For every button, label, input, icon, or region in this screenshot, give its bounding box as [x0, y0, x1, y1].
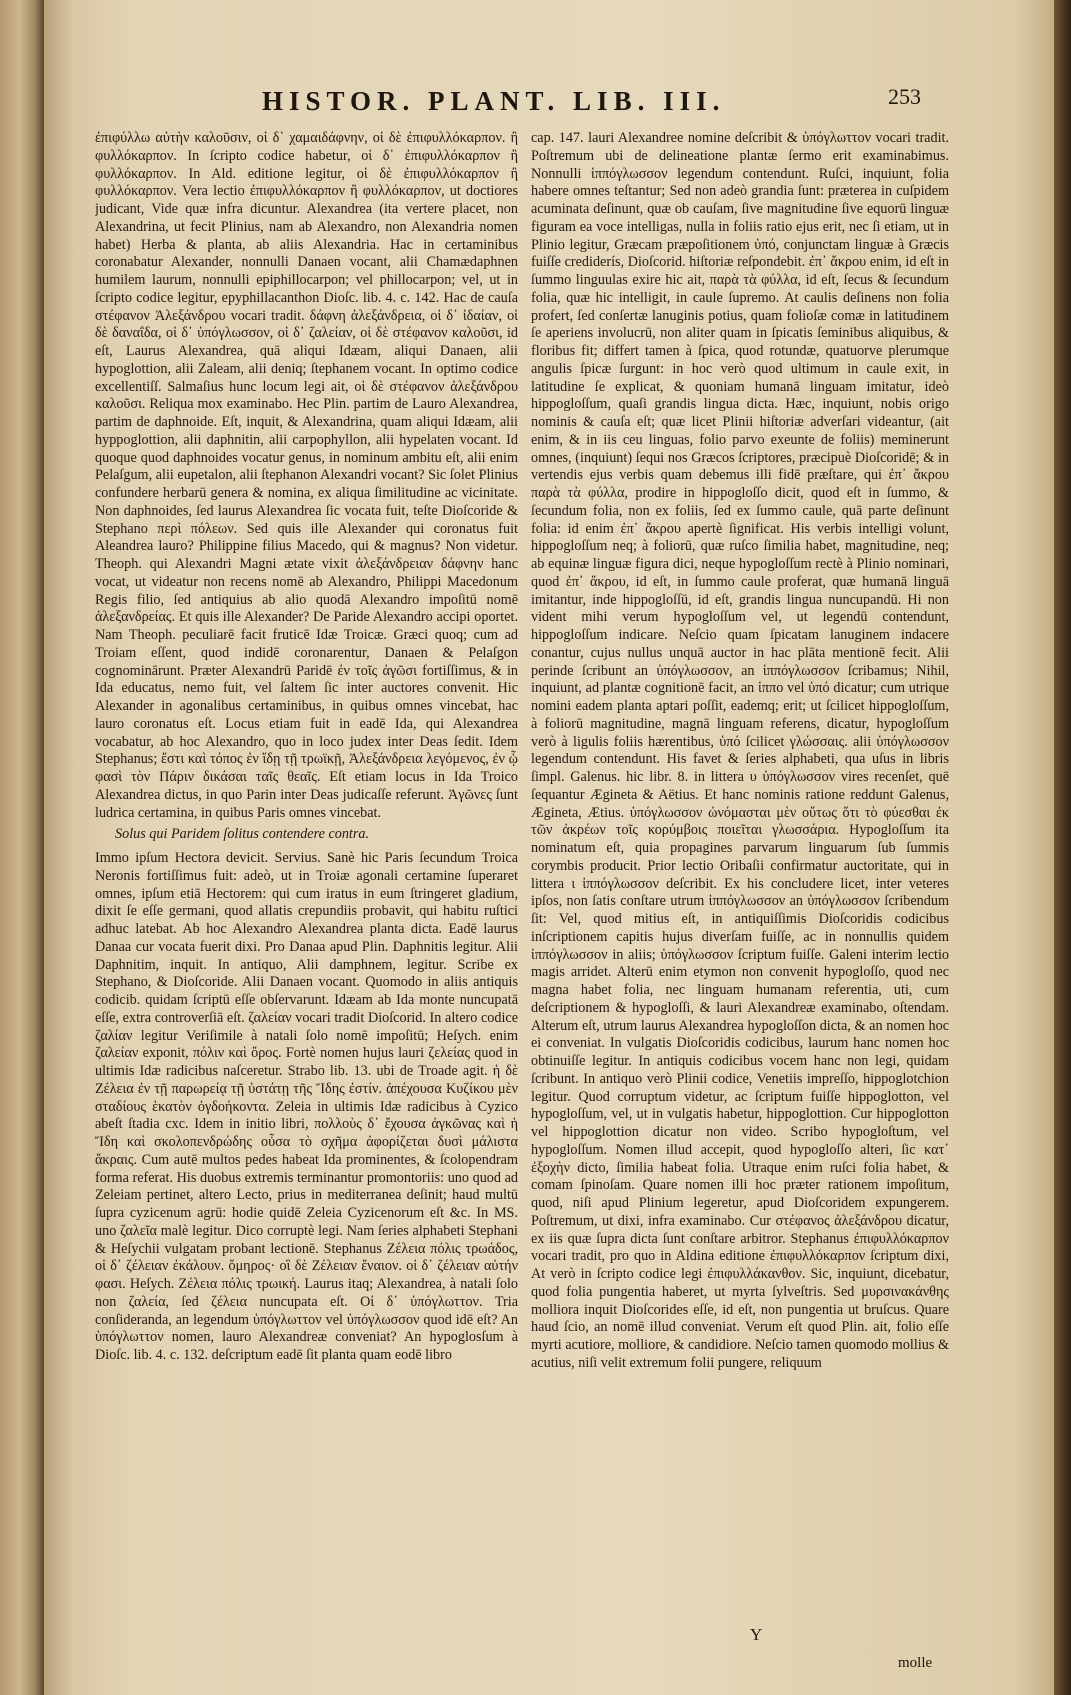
right-column	[531, 130, 949, 1590]
facing-page-edge	[0, 0, 44, 1695]
right-column-text: cap. 147. lauri Alexandree nomine deſcribit & ὑπόγλωττον vocari tradit. Poſtremum ubi de delineatione plantæ ſermo erit examinabimus. Nonnulli ἱππόγλωσσον legendum contendunt. Ruſci, inquiunt, folia habere omnes teſtantur; Sed non adeò grandia ſunt: præterea in cuſpidem acuminata deſinunt, quæ ob cauſam, ſive magnitudine ſive equorū linguæ figuram ea voce intelligas, nulla in foliis ratio ejus erit, nec ſi etiam, ut in Plinio legitur, Græcam præpoſitionem ὑπό, conjunctam linguæ à Græcis fuiſſe crediderís, Dioſcorid. hiſtoriæ reſpondebit. ἐπ᾽ ἄκρου enim, id eſt in ſummo linguulas exire hic ait, παρὰ τὰ φύλλα, id eſt, ſecus & ſecundum folia, quæ hic intelligit, in caule ſupremo. At caulis deſinens non folia profert, ſed conſertæ lanuginis potius, quam folioſæ comæ in latitudinem ſe aperiens involucrū, non aliter quam in ſpicatis ſeminibus aliquibus, & floribus fit; differt tamen à ſpica, quod rotundæ, quatuorve plerumque angulis ſpicæ ſurgunt: in hoc verò quod ultimum in caule exit, in latitudine ſe explicat, & quoniam humanā linguam imitatur, ideò hippogloſſum, quaſi grandis lingua dicta. Hæc, inquiunt, nobis origo nominis & cauſa eſt; quæ licet Plinii hiſtoriæ adverſari videantur, (ait enim, & in iis ceu linguas, folio parvo exeunte de foliis) meminerunt omnes, (inquiunt) ſequi nos Græcos ſcriptores, præcipuè Dioſcoridē; & in vertendis ejus verbis quam debemus illi fidē præſtare, qui ἐπ᾽ ἄκρου παρὰ τὰ φύλλα, prodire in hippogloſſo dicit, quod eſt in ſummo, & ſecundum folia, non ex foliis, ſed ex ſummo caule, quā parte deſinunt folia: id enim ἐπ᾽ ἄκρου apertè ſignificat. His verbis intelligi volunt, hippogloſſum neq; à foliorū, quæ ruſco ſimilia habet, magnitudine, neq; ab equinæ linguæ figura dici, neque hypogloſſum rectè à Plinio nominari, quod ἐπ᾽ ἄκρου, id eſt, in ſummo caule proferat, quæ humanā linguā imitantur, inde hippogloſſū, id eſt, grandis lingua nuncupandū. Hi non vident mihi verum hypogloſſum vel, ut legendū contendunt, hippogloſſum indicare. Neſcio quam ſpicatam lanuginem indacere conantur, cujus nullus unquā auctor in hac plāta mentionē fecit. Alii perinde ſcribunt an ὑπόγλωσσον, an ἱππόγλωσσον ſcribamus; Nihil, inquiunt, ad plantæ cognitionē facit, an ἱππο vel ὑπό dicatur; cum utrique nomini eadem planta aptari poſſit, eademq; erit; ut ſcilicet hippogloſſum, à foliorū magnitudine, magnā linguam referens, dicatur, hypogloſſum verò à ligulis foliis hærentibus, ὑπό ſcilicet γλώσσαις. alii ὑπόγλωσσον legendum contendunt. His favet & ſeries alphabeti, qua uſus in libris ſimpl. Galenus. hic libr. 8. in littera υ ὑπόγλωσσον vires recenſet, quē ſequantur Ægineta & Aëtius. Et hanc nominis ratione reddunt Galenus, Ægineta, Ætius. ὑπόγλωσσον ὠνόμασται μὲν οὕτως ὅτι τὸ φύεσθαι ἐκ τῶν ἀκρέων τοῖς κορύμβοις ποιεῖται γλωσσάρια. Hypogloſſum ita nominatum eſt, quia propagines parvarum linguarum ſub ſummis corymbis producit. Prior lectio Oribaſii confirmatur auctoritate, qui in littera ι ἱππόγλωσσον deſcribit. Ex his concludere licet, inter veteres ipſos, non ſatis conſtare utrum ἱππόγλωσσον an ὑπόγλωσσον ſcribendum ſit: Vel, quod mitius eſt, in antiquiſſimis Dioſcoridis codicibus inſcriptionem capitis hujus diverſam fuiſſe, ac in nonnullis quidem ἱππόγλωσσον in aliis; ὑπόγλωσσον ſcriptum fuiſſe. Galeni interim lectio magis arridet. Alterū enim etymon non convenit hypogloſſo, quod nec magna habet folia, nec linguam humanam referentia, uti, cum deſcriptionem & hypogloſſi, & lauri Alexandreæ examinabo, oſtendam. Alterum eſt, utrum laurus Alexandrea hypogloſſon dicta, & an nomen hoc ei conveniat. In vulgatis Dioſcoridis codicibus, laurum hanc nomen hoc obtinuiſſe legitur. In antiquis codicibus vocem hanc non legi, quidam ſcribunt. In antiquo verò Plinii codice, Venetiis impreſſo, hippoglotchion legitur. Quod corruptum videtur, ac ſcriptum fuiſſe hippoglotton, vel hypogloſſum, vel, ut in vulgatis habetur, hippoglottion. Cur hippoglotton vel hippoglottion dicatur non video. Scribo hypogloſtum, vel hypogloſſum. Nomen illud accepit, quod hypogloſſo alteri, ſic κατ᾽ ἐξοχὴν dicto, ſimilia habeat folia. Utraque enim ruſci folia habet, & comam ſpinoſam. Quare nomen illi hoc præter rationem impoſitum, quod, niſi apud Plinium legeretur, apud Dioſcoridem expungerem. Poſtremum, ut dixi, infra examinabo. Cur στέφανος ἀλεξάνδρου dicatur, ex iis quæ ſupra dicta ſunt conſtare arbitror. Stephanus ἐπιφυλλόκαρπον vocari tradit, pro quo in Aldina editione ἐπιφυλλόκαρπον ſcriptum dixi, At verò in ſcripto codice legi ἐπιφυλλάκανθον. Sic, inquiunt, dicebatur, quod folia pungentia haberet, ut myrta ſylveſtris. Sed μυρσινακάνθης molliora inquit Dioſcorides eſſe, id eſt, non pungentia ut bruſcus. Quare haud ſcio, an nomē illud conveniat. Verum eſt quod Plin. ait, folio eſſe myrti acutiore, molliore, & candidiore. Neſcio tamen quomodo mollius & acutius, niſi velit extremum folii pungere, reliquum	[531, 130, 949, 1371]
gathering-signature: Y	[750, 1625, 763, 1644]
verse-quotation: Solus qui Paridem ſolitus contendere contra.	[115, 826, 370, 843]
page-number: 253	[888, 84, 921, 109]
left-column-text-continued: Immo ipſum Hectora devicit. Servius. Sanè hic Paris ſecundum Troica Neronis fortiſſimus fuit: adeò, ut in Troiæ agonali certamine ſuperaret omnes, ipſum etiā Hectorem: qui cum iratus in eum ſtringeret gladium, dixit ſe eſſe germani, quod allatis crepundiis probavit, qui habitu ruſtici adhuc latebat. Ab hoc Alexandro Alexandrea planta dicta. Eadē laurus Danaa cur vocata fuerit dixi. Pro Danaa apud Plin. Daphnitis legitur. Alii Daphnitim, inquit. In antiquo, Alii damphnem, legitur. Scribe ex Stephano, & Dioſcoride. Alii Danaen vocant. Quomodo in aliis antiquis codicib. quidam ſcriptū eſſe obſervarunt. Idæam ab Ida monte nuncupatā eſſe, extra controverſiā eſt. ζαλείαν vocari tradit Dioſcorid. In altero codice ζαλίαν legitur Veriſimile à natali ſolo nomē impoſitū; Heſych. enim ζαλείαν exponit, πόλιν καὶ ὄρος. Fortè nomen hujus lauri ζελείας quod in ultimis Idæ radicibus naſceretur. Strabo lib. 13. ubi de Troade agit. ἡ δὲ Ζέλεια ἐν τῇ παρωρείᾳ τῇ ὑστάτῃ τῆς Ἴδης ἐστίν. ἀπέχουσα Κυζίκου μὲν σταδίους ἑκατὸν ὀγδοήκοντα. Zeleia in ultimis Idæ radicibus à Cyzico abeſt ſtadia cxc. Idem in initio libri, πολλοὺς δ᾽ ἔχουσα ἀγκῶνας καὶ ἡ Ἴδη καὶ σκολοπενδρώδης οὖσα τὸ σχῆμα ἀφορίζεται δυσὶ μάλιστα ἄκραις. Cum autē multos pedes habeat Ida prominentes, & ſcolopendram forma referat. His duobus extremis terminantur promontoriis: uno quod ad Zeleiam pertinet, altero Lecto, prius in mediterranea deſinit; haud multū ſupra cyzicenum agrū: hodie quidē Zeleia Cyzicenorum eſt &c. In MS. uno ζαλεῖα malè legitur. Dico corruptè legi. Nam ſeries alphabeti Stephani & Heſychii vulgatam probant lectionē. Stephanus Ζέλεια πόλις τρωάδος, οἱ δ᾽ ζέλειαν ἐκάλουν. ὅμηρος· οἳ δὲ Ζέλειαν ἔναιον. οἱ δ᾽ ζέλειαν αὐτήν φασι. Heſych. Ζέλεια πόλις τρωική. Laurus itaq; Alexandrea, à natali ſolo non ζαλεία, ſed ζέλεια nuncupata eſt. Οἱ δ᾽ ὑπόγλωττον. Tria conſideranda, an legendum ὑπόγλωττον vel ὑπόγλωσσον quod idē eſt? An ὑπόγλωττον nomen, lauro Alexandreæ conveniat? An hypoglosſum à Dioſc. lib. 4. c. 132. deſcriptum eadē ſit planta quam eodē libro	[95, 850, 518, 1363]
left-column-text: ἐπιφύλλω αὐτὴν καλοῦσιν, οἱ δ᾽ χαμαιδάφνην, οἱ δὲ ἐπιφυλλόκαρπον. ἢ φυλλόκαρπον. In ſcripto codice habetur, οἱ δ᾽ ἐπιφυλλόκαρπον ἢ φυλλόκαρπον. In Ald. editione legitur, οἱ δὲ ἐπιφυλλόκαρπον ἢ φυλλόκαρπον. Vera lectio ἐπιφυλλόκαρπον ἢ φυλλόκαρπον, ut doctiores judicant, Vide quæ infra dicuntur. Alexandrea (ita vertere placet, non Alexandrina, ut fecit Plinius, nam ab Alexandro, non Alexandria nomen habet) Herba & planta, ab aliis Alexandria. Hac in certaminibus coronabatur Alexander, nonnulli Danaen vocant, alii Chamædaphnen humilem laurum, nonnulli epiphillocarpon; vel phillocarpon; vel, ut in ſcripto codice legitur, epyphillacanthon Dioſc. lib. 4. c. 142. Hac de cauſa στέφανον Ἀλεξάνδρου vocari tradit. δάφνη ἀλεξάνδρεια, οἱ δ᾽ ἰδαίαν, οἱ δὲ δαναΐδα, οἱ δ᾽ ὑπόγλωσσον, οἱ δ᾽ ζαλείαν, οἱ δὲ στέφανον καλοῦσι, id eſt, Laurus Alexandrea, quā aliqui Idæam, aliqui Danaen, alii hypoglottion, alii Zaleam, alii deniq; ſtephanem vocant. In optimo codice excellentiſſ. Salmaſius hunc locum legi ait, οἱ δὲ στέφανον ἀλεξάνδρου καλοῦσι. Reliqua mox examinabo. Hec Plin. partim de Lauro Alexandrea, partim de daphnoide. Eſt, inquit, & Alexandrina, quam aliqui Idæam, alii hyppoglottion, alii daphnitin, alii carpophyllon, alii hypelaten vocant. Id quoque quod daphnoides vocatur genus, in nominum ambitu eſt, alii enim Pelaſgum, alii eupetalon, alii ſtephanon Alexandri vocant? Sic ſolet Plinius confundere herbarū genera & nomina, ex aliqua ſimilitudine ac vicinitate. Non daphnoides, ſed laurus Alexandrea ſic vocata fuit, teſte Dioſcoride & Stephano περὶ πόλεων. Sed quis ille Alexander qui coronatus fuit Aleandrea lauro? Philippine filius Macedo, qui & magnus? Non videtur. Theoph. qui Alexandri Magni ætate vixit ἀλεξάνδρειαν δάφνην hanc vocat, ut videatur non recens nomē ab Alexandro, Philippi Macedonum Regis filio, ſed antiquius ab alio quodā Alexandro impoſitū nomē ἀλεξανδρείας. Et quis ille Alexander? De Paride Alexandro accipi oportet. Nam Theoph. peculiarē facit fruticē Idæ Troicæ. Græci quoq; cum ad Troiam eſſent, quod indidē coronarentur, Danaen & Pelaſgon cognominārunt. Præter Alexandrū Paridē ἐν τοῖς ἀγῶσι fortiſſimus, & in Ida educatus, nemo fuit, vel ſaltem ſic inter auctores convenit. Hic Alexander in agonalibus certaminibus, in quibus omnes vincebat, hac lauro coronatus eſt. Locus etiam fuit in eadē Ida, qui Alexandrea vocabatur, ab hoc Alexandro, quo in loco judex inter Deas ſedit. Idem Stephanus; ἔστι καὶ τόπος ἐν ἴδῃ τῇ τρωϊκῇ, Ἀλεξάνδρεια λεγόμενος, ἐν ᾧ φασὶ τὸν Πάριν δικάσαι ταῖς θεαῖς. Eſt etiam locus in Ida Troico Alexandrea dictus, in quo Parin inter Deas judicaſſe referunt. Ἀγῶνες ſunt ludrica certamina, in quibus Paris omnes vincebat.	[95, 130, 518, 821]
left-column	[95, 130, 518, 1590]
catchword: molle	[898, 1655, 933, 1671]
running-head: HISTOR. PLANT. LIB. III.	[262, 86, 726, 116]
page-edge-shadow	[1054, 0, 1071, 1695]
